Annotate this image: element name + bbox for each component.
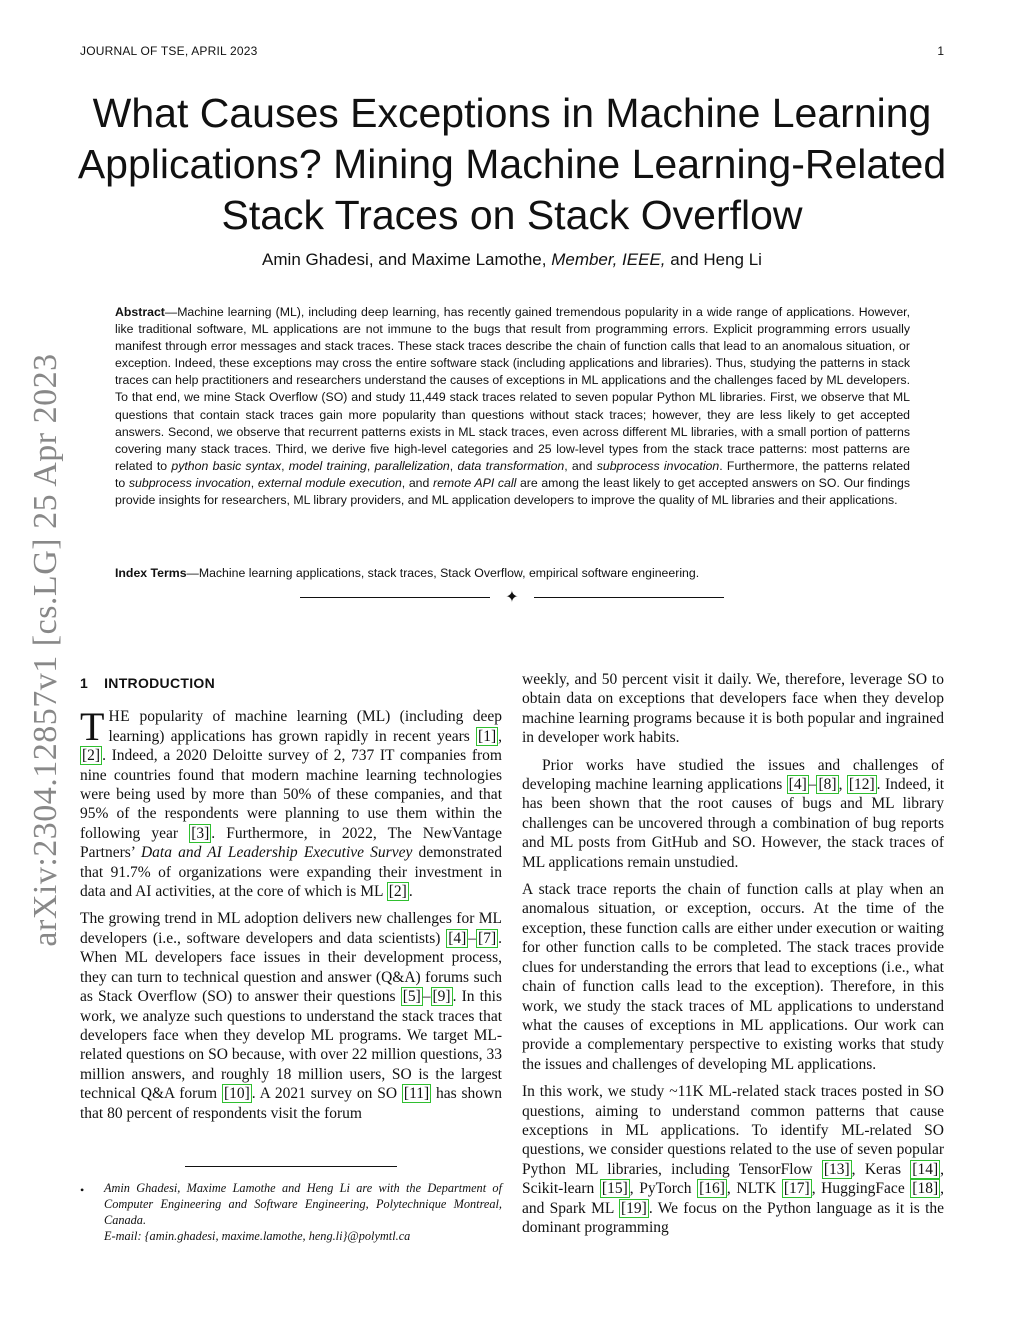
arxiv-stamp	[16, 350, 76, 950]
paragraph-text: In this work, we study ~11K ML-related stack traces posted in SO questions, aiming to understand common patterns that cause exceptions in ML applications. To identify ML-related SO questions, we consider questions related to the use of seven popular Python ML libraries, including TensorFlow	[522, 1083, 944, 1178]
index-terms-text: —Machine learning applications, stack traces, Stack Overflow, empirical software engineering.	[186, 566, 700, 580]
abstract-sep: ,	[449, 458, 458, 473]
citation-link[interactable]: [8]	[818, 776, 837, 794]
paragraph-text: , Keras	[851, 1160, 911, 1178]
abstract-emphasis: python basic syntax	[171, 458, 282, 473]
abstract-emphasis: subprocess invocation	[596, 458, 720, 473]
citation-link[interactable]: [14]	[912, 1160, 939, 1178]
citation-link[interactable]: [13]	[823, 1160, 850, 1178]
intro-paragraph-2	[80, 909, 502, 1122]
abstract-sep: , and	[564, 458, 597, 473]
citation-link[interactable]: [19]	[621, 1199, 647, 1217]
abstract-emphasis: data transformation	[457, 458, 565, 473]
paragraph-text: . When ML developers face issues in their development process, they can turn to technical question and answer (Q&A) forums such as Stack Overflow (SO) to answer their questions	[80, 929, 502, 1006]
divider-line-left	[300, 597, 490, 598]
citation-link[interactable]: [16]	[699, 1180, 725, 1198]
paragraph-text: Prior works have studied the issues and challenges of developing machine learning applications	[522, 756, 944, 794]
paragraph-text: . A 2021 survey on SO	[251, 1085, 402, 1103]
divider-line-right	[534, 597, 724, 598]
paragraph-text: . Indeed, a 2020 Deloitte survey of 2, 737 IT companies from nine countries found that modern machine learning technologies were being used by more than 50% of these companies, and that 95% of the respondents were planning to use them within the following year	[80, 747, 502, 842]
paragraph-text: demonstrated that 91.7% of organizations were expanding their investment in data and AI activities, at the core of which is ML	[80, 844, 502, 901]
citation-link[interactable]: [2]	[388, 883, 407, 901]
abstract-sep: ,	[281, 458, 289, 473]
abstract-sep: ,	[250, 475, 258, 490]
section-title: INTRODUCTION	[104, 675, 216, 691]
abstract-text: . Furthermore, the patterns related to	[115, 458, 910, 490]
footnote	[80, 1180, 502, 1244]
journal-name: JOURNAL OF TSE, APRIL 2023	[80, 44, 258, 58]
citation-link[interactable]: [1]	[478, 727, 497, 745]
this-work-paragraph	[522, 1082, 944, 1237]
abstract-sep: ,	[366, 458, 375, 473]
section-number: 1	[80, 675, 89, 691]
citation-link[interactable]: [18]	[912, 1180, 939, 1198]
footnote-bullet: •	[80, 1183, 85, 1197]
abstract-emphasis: subprocess invocation	[128, 475, 251, 490]
footnote-email: E-mail: {amin.ghadesi, maxime.lamothe, heng.li}@polymtl.ca	[104, 1229, 411, 1243]
paragraph-text: , PyTorch	[629, 1180, 698, 1198]
paragraph-text: popularity of machine learning (ML) (including deep learning) applications has grown rapidly in recent years	[108, 708, 502, 745]
prior-works-paragraph	[522, 756, 944, 872]
index-terms-label: Index Terms	[115, 566, 187, 580]
paragraph-text: , HuggingFace	[811, 1180, 911, 1198]
abstract-sep: , and	[401, 475, 433, 490]
page-number: 1	[937, 44, 944, 58]
left-column	[80, 668, 502, 1131]
citation-link[interactable]: [17]	[783, 1180, 810, 1198]
stack-trace-paragraph: A stack trace reports the chain of function calls at play when an anomalous situation, or exception, occurs. At the time of the exception, these function calls are either under execution or waiting for other function calls to be completed. The stack traces provide clues for understanding the errors that lead to exceptions (i.e., what chain of function calls lead to the exception). Therefore, in this work, we study the stack traces of ML applications to understand what the causes of exceptions in ML applications. Our work can provide a complementary perspective to existing works that study the issues and challenges of developing ML applications.	[522, 881, 944, 1073]
footnote-rule	[185, 1166, 397, 1167]
author-names: Amin Ghadesi, and Maxime Lamothe,	[262, 250, 547, 269]
right-column	[522, 670, 944, 1245]
section-heading	[80, 674, 502, 693]
section-divider	[300, 589, 724, 607]
abstract-emphasis: external module execution	[257, 475, 402, 490]
paragraph-text: The growing trend in ML adoption delivers new challenges for ML developers (i.e., software developers and data scientists)	[80, 910, 502, 947]
paragraph-text: . Furthermore, in 2022, The NewVantage Partners’	[80, 824, 502, 862]
citation-link[interactable]: [12]	[848, 776, 875, 794]
abstract-text: are among the least likely to get accepted answers on SO. Our findings provide insights for researchers, ML library providers, and ML application developers to improve the quality of ML libraries and their applications.	[115, 475, 910, 508]
author-line	[80, 250, 944, 270]
citation-sep: ,	[498, 727, 502, 745]
arxiv-stamp-text: arXiv:2304.12857v1 [cs.LG] 25 Apr 2023	[27, 353, 64, 947]
survey-name: Data and AI Leadership Executive Survey	[140, 844, 413, 862]
paragraph-text: , Scikit-learn	[522, 1160, 944, 1198]
paragraph-text: . We focus on the Python language as it is the dominant programming	[522, 1199, 945, 1236]
citation-link[interactable]: [7]	[478, 929, 497, 947]
citation-link[interactable]: [9]	[432, 988, 451, 1006]
abstract-emphasis: model training	[288, 458, 367, 473]
intro-paragraph-continued: weekly, and 50 percent visit it daily. We, therefore, leverage SO to obtain data on exceptions that developers face when they develop machine learning programs because it is both popular and ingrained in developer work habits.	[522, 671, 944, 747]
citation-link[interactable]: [5]	[402, 988, 421, 1006]
citation-sep: –	[468, 929, 477, 947]
footnote-affiliation: Amin Ghadesi, Maxime Lamothe and Heng Li are with the Department of Computer Engineering and Software Engineering, Polytechnique Montreal, Canada.	[104, 1181, 502, 1227]
paragraph-text: , and Spark ML	[522, 1180, 944, 1217]
abstract-text: —Machine learning (ML), including deep learning, has recently gained tremendous popularity in a wide range of applications. However, like traditional software, ML applications are not immune to the bugs that result from programming errors. Explicit programming errors usually manifest through error messages and stack traces. These stack traces describe the chain of function calls that lead to an anomalous situation, or exception. Indeed, these exceptions may cross the entire software stack (including applications and libraries). Thus, studying the patterns in stack traces can help practitioners and researchers understand the causes of exceptions in ML applications and the challenges faced by ML developers. To that end, we mine Stack Overflow (SO) and study 11,449 stack traces related to seven popular Python ML libraries. First, we observe that ML questions that contain stack traces gain more popularity than questions without stack traces; however, they are less likely to get accepted answers. Second, we observe that recurrent patterns exists in ML stack traces, even across different ML libraries, with a small portion of patterns covering many stack traces. Third, we derive five high-level categories and 25 low-level types from the stack trace patterns: most patterns are related to	[115, 305, 910, 473]
paragraph-text: . In this work, we analyze such questions to understand the stack traces that developers face when they develop ML programs. We target ML-related questions on SO because, with over 22 million questions, 33 million answers, and roughly 18 million users, SO is the largest technical Q&A forum	[80, 988, 502, 1103]
author-membership: Member, IEEE,	[551, 250, 666, 269]
citation-link[interactable]: [4]	[448, 929, 467, 947]
intro-paragraph-1	[80, 704, 502, 901]
smallcaps-lead: HE	[108, 708, 131, 726]
citation-sep: ,	[838, 776, 847, 794]
paragraph-text: , NLTK	[726, 1180, 782, 1198]
index-terms	[115, 565, 910, 582]
citation-link[interactable]: [2]	[82, 747, 101, 765]
paragraph-text: .	[408, 883, 413, 901]
paper-title: What Causes Exceptions in Machine Learning Applications? Mining Machine Learning-Related Stack Traces on Stack Overflow	[77, 90, 947, 238]
abstract-emphasis: remote API call	[432, 475, 517, 490]
citation-sep: –	[422, 988, 431, 1006]
abstract-label: Abstract	[115, 305, 165, 319]
divider-diamond-icon: ✦	[505, 589, 519, 606]
dropcap: T	[80, 704, 105, 750]
citation-link[interactable]: [4]	[788, 776, 807, 794]
paragraph-text: has shown that 80 percent of respondents visit the forum	[80, 1085, 502, 1122]
citation-link[interactable]: [11]	[403, 1085, 430, 1103]
citation-link[interactable]: [15]	[601, 1180, 628, 1198]
abstract	[115, 304, 910, 509]
citation-link[interactable]: [3]	[191, 824, 210, 842]
author-last: and Heng Li	[670, 250, 762, 269]
citation-link[interactable]: [10]	[223, 1085, 250, 1103]
abstract-emphasis: parallelization	[374, 458, 450, 473]
citation-sep: –	[808, 776, 817, 794]
paragraph-text: . Indeed, it has been shown that the root causes of bugs and ML library challenges can be uncovered through a combination of bug reports and ML posts from GitHub and SO. However, the stack traces of ML applications remain unstudied.	[522, 776, 945, 871]
